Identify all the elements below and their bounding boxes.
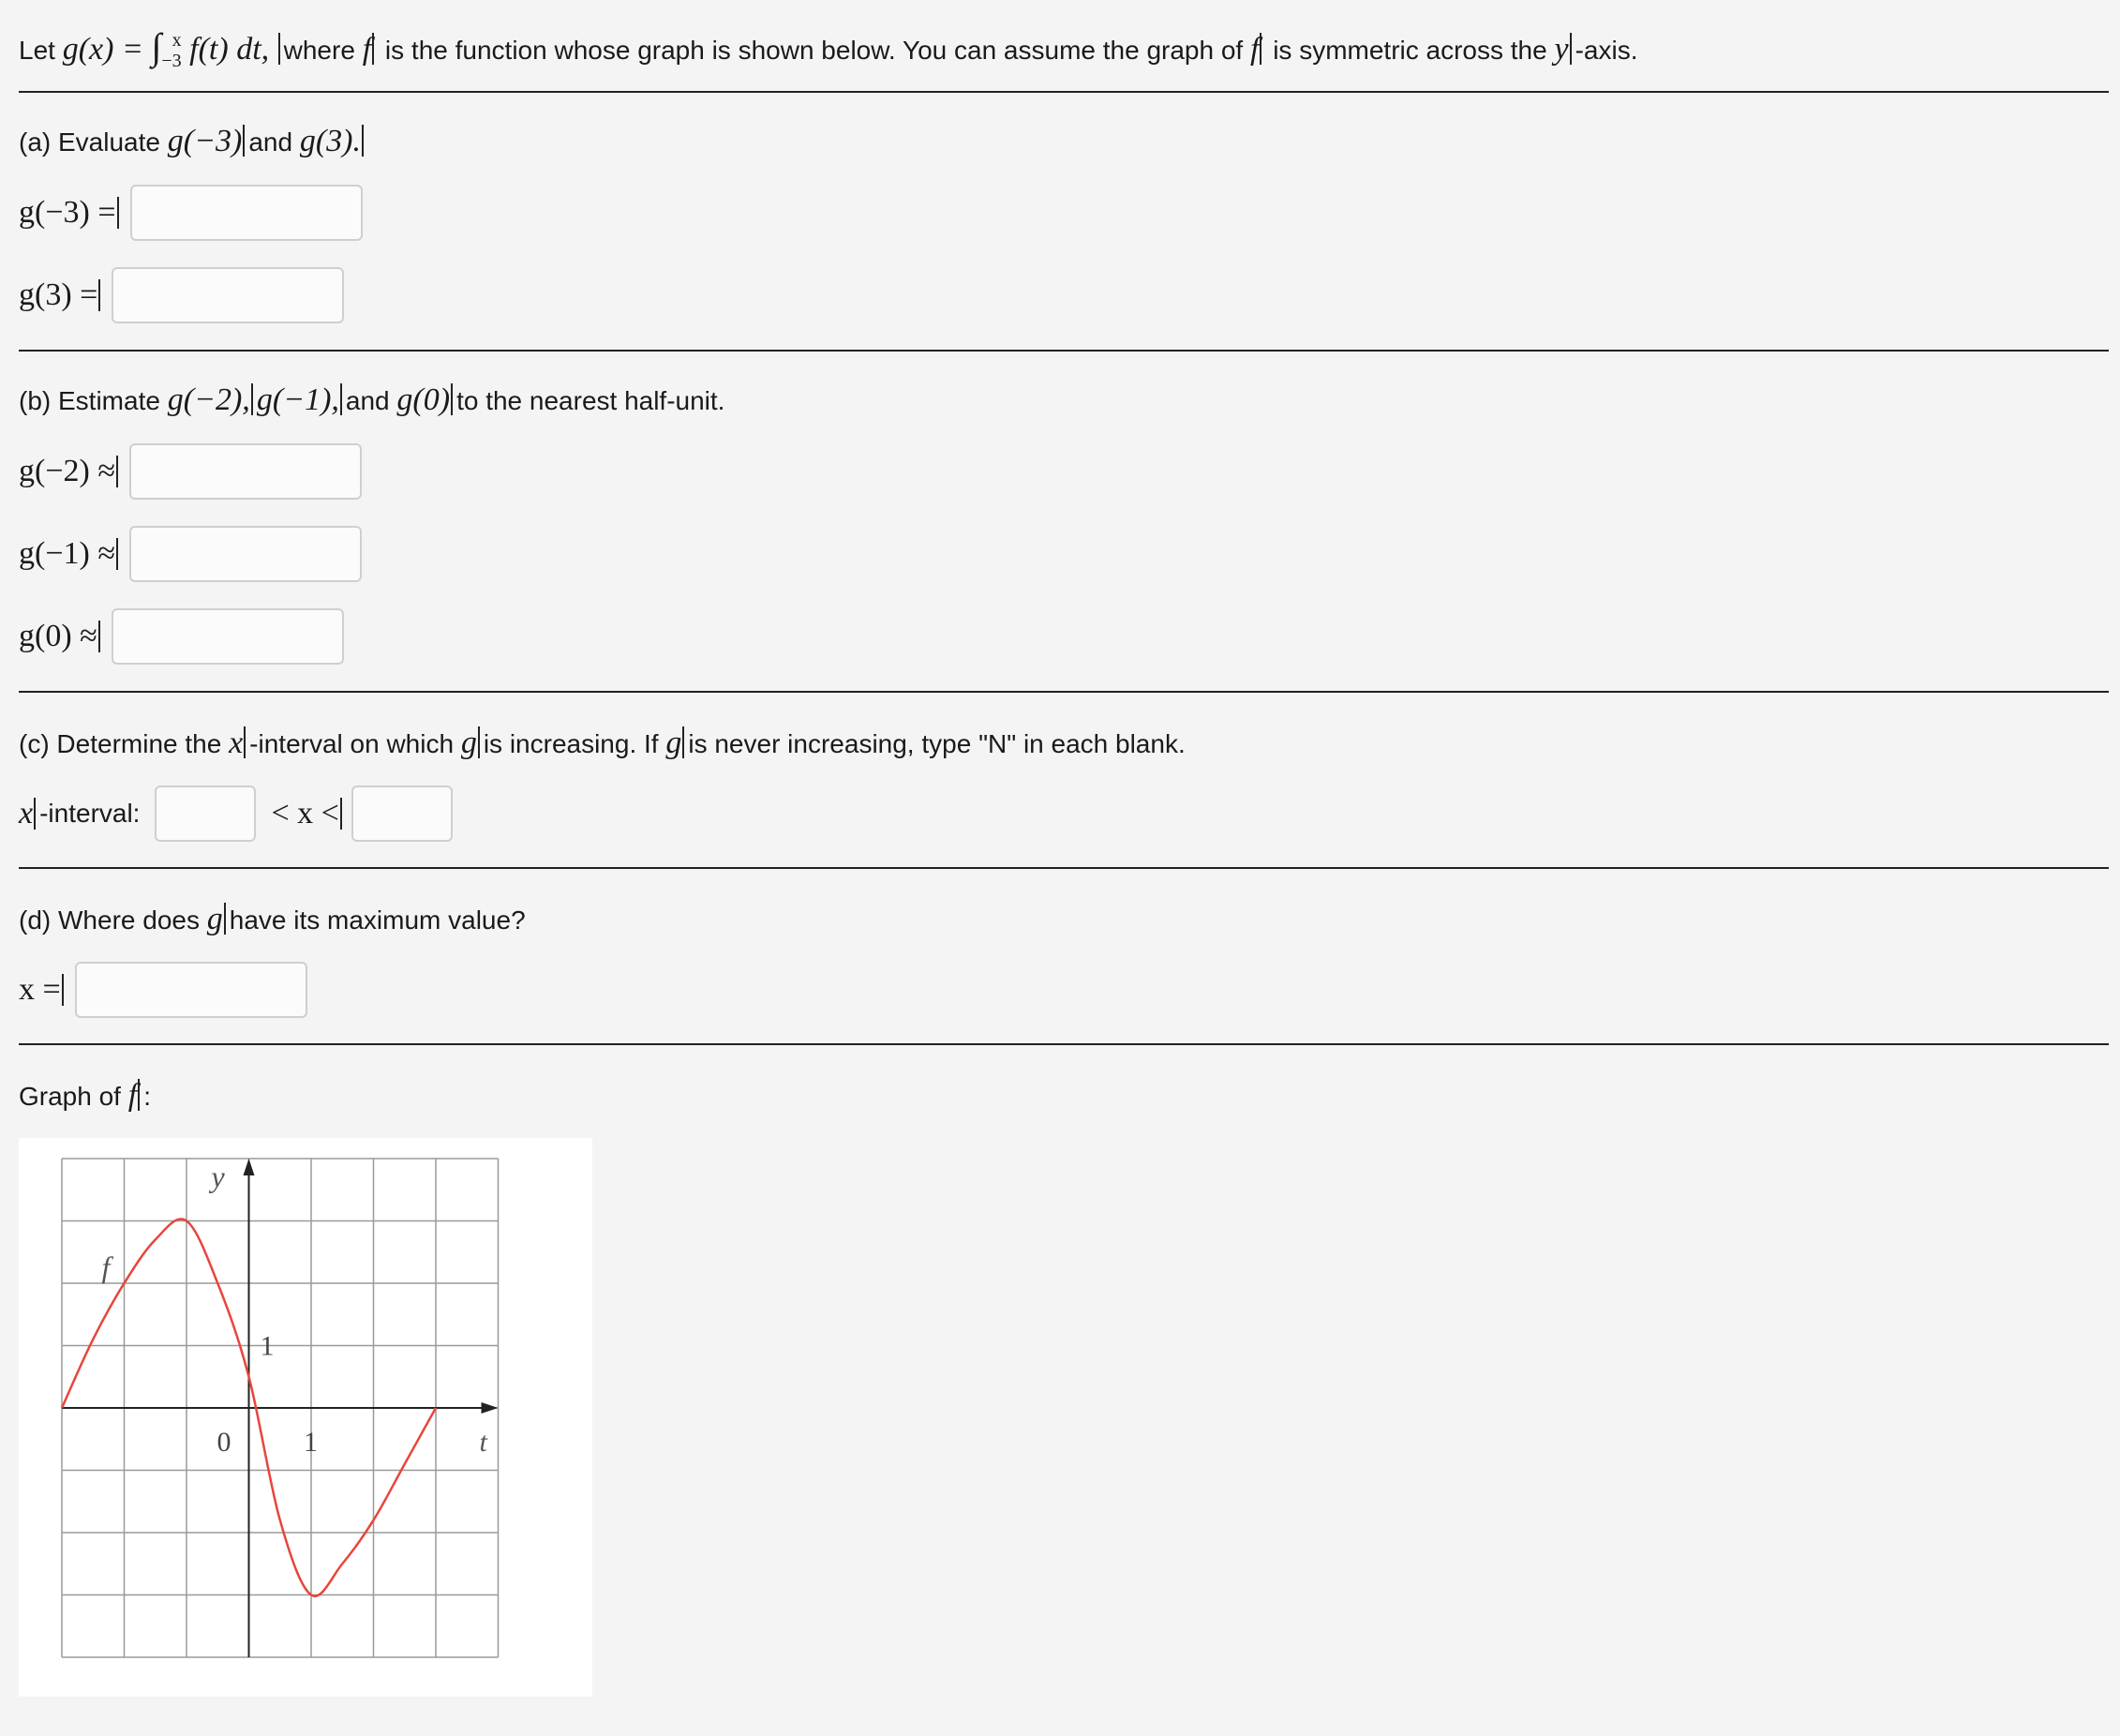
intro-f: f: [362, 32, 372, 67]
part-c-prompt: [19, 726, 1186, 761]
text-cursor: [478, 726, 480, 758]
part-a-prompt: [19, 124, 367, 159]
graph-caption-suffix: :: [143, 1082, 151, 1111]
g-neg3-label: g(−3) =: [19, 195, 116, 230]
part-d-g: g: [206, 902, 223, 936]
text-cursor: [98, 621, 100, 652]
text-cursor: [98, 279, 100, 311]
g-3-input[interactable]: [112, 267, 344, 323]
g-0-label: g(0) ≈: [19, 619, 97, 653]
text-cursor: [682, 726, 684, 758]
text-cursor: [116, 456, 118, 487]
intro-line: [19, 24, 1637, 72]
part-b-expr1: g(−2),: [167, 382, 250, 417]
text-cursor: [138, 1079, 140, 1111]
g-neg2-input[interactable]: [129, 443, 362, 500]
answer-row-g-neg1: [19, 526, 362, 582]
part-d-prefix: (d) Where does: [19, 905, 200, 935]
graph-of-f: [19, 1138, 592, 1697]
max-x-label: x =: [19, 972, 61, 1007]
g-definition: [62, 25, 277, 71]
part-b-prefix: (b) Estimate: [19, 386, 160, 415]
text-cursor: [116, 538, 118, 570]
part-b-expr2: g(−1),: [256, 382, 339, 417]
part-b-prompt: [19, 382, 724, 418]
divider-1: [19, 91, 2109, 93]
part-c-mid3: is never increasing, type "N" in each blank.: [688, 729, 1186, 758]
g-neg2-label: g(−2) ≈: [19, 454, 115, 488]
part-c-x: x: [229, 726, 244, 760]
text-cursor: [372, 33, 374, 65]
graph-caption: [19, 1078, 151, 1114]
text-cursor: [340, 798, 342, 830]
text-cursor: [1570, 33, 1572, 65]
text-cursor: [224, 903, 226, 935]
t-tick-1-label: 1: [304, 1427, 318, 1458]
g-neg3-input[interactable]: [130, 185, 363, 241]
g-neg1-input[interactable]: [129, 526, 362, 582]
part-b-suffix: to the nearest half-unit.: [456, 386, 725, 415]
g-3-label: g(3) =: [19, 277, 98, 312]
interval-low-input[interactable]: [155, 786, 256, 842]
part-c-g: g: [460, 726, 477, 760]
integral-upper-limit: x: [172, 30, 182, 51]
part-b-and: and: [345, 386, 390, 415]
part-a-and: and: [248, 127, 293, 157]
text-cursor: [362, 125, 364, 157]
part-c-g-2: g: [665, 726, 682, 760]
text-cursor: [278, 33, 280, 65]
interval-between: < x <: [271, 796, 339, 831]
answer-row-g-neg3: [19, 185, 363, 241]
text-cursor: [34, 798, 36, 830]
intro-y: y: [1554, 32, 1569, 67]
integral-lower-limit: −3: [161, 51, 182, 71]
graph-panel: [19, 1138, 592, 1697]
intro-text-2: is symmetric across the: [1273, 36, 1547, 65]
intro-where: where: [283, 36, 355, 65]
answer-row-g-0: [19, 608, 344, 665]
integral-sign: ∫: [151, 25, 162, 67]
part-a-prefix: (a) Evaluate: [19, 127, 160, 157]
f-curve-label: f: [101, 1250, 111, 1284]
text-cursor: [243, 125, 245, 157]
part-a-expr2: g(3).: [299, 124, 361, 158]
intro-text-1: is the function whose graph is shown below. You can assume the graph of: [384, 36, 1244, 65]
intro-f-2: f: [1249, 32, 1260, 67]
answer-row-g-neg2: [19, 443, 362, 500]
divider-4: [19, 867, 2109, 869]
max-x-input[interactable]: [75, 962, 307, 1018]
part-a-expr1: g(−3): [167, 124, 243, 158]
part-d-suffix: have its maximum value?: [229, 905, 526, 935]
text-cursor: [340, 383, 342, 415]
text-cursor: [117, 197, 119, 229]
divider-3: [19, 691, 2109, 693]
text-cursor: [62, 974, 64, 1006]
g-0-input[interactable]: [112, 608, 344, 665]
divider-2: [19, 350, 2109, 352]
y-tick-1-label: 1: [260, 1330, 275, 1362]
intro-axis: -axis.: [1575, 36, 1638, 65]
text-cursor: [1260, 33, 1262, 65]
text-cursor: [451, 383, 453, 415]
interval-label: -interval:: [39, 799, 141, 828]
g-neg1-label: g(−1) ≈: [19, 536, 115, 571]
part-c-mid1: -interval on which: [249, 729, 455, 758]
divider-5: [19, 1043, 2109, 1045]
part-c-mid2: is increasing. If: [483, 729, 659, 758]
part-c-prefix: (c) Determine the: [19, 729, 222, 758]
y-axis-label: y: [211, 1160, 225, 1193]
axes: [62, 1159, 499, 1657]
y-axis-arrow: [244, 1159, 255, 1175]
part-d-prompt: [19, 902, 526, 937]
graph-caption-f: f: [127, 1078, 138, 1113]
graph-caption-prefix: Graph of: [19, 1082, 121, 1111]
intro-let: Let: [19, 36, 55, 65]
interval-high-input[interactable]: [351, 786, 453, 842]
t-axis-arrow: [482, 1402, 499, 1414]
g-of-x: g(x) =: [62, 32, 143, 67]
text-cursor: [251, 383, 253, 415]
integrand: f(t) dt,: [189, 32, 270, 67]
answer-row-g-3: [19, 267, 344, 323]
t-tick-0-label: 0: [216, 1427, 231, 1458]
answer-row-max: [19, 962, 307, 1018]
part-b-expr3: g(0): [396, 382, 451, 417]
text-cursor: [244, 726, 246, 758]
answer-row-interval: [19, 786, 453, 842]
interval-x: x: [19, 796, 34, 831]
t-axis-label: t: [479, 1427, 487, 1458]
